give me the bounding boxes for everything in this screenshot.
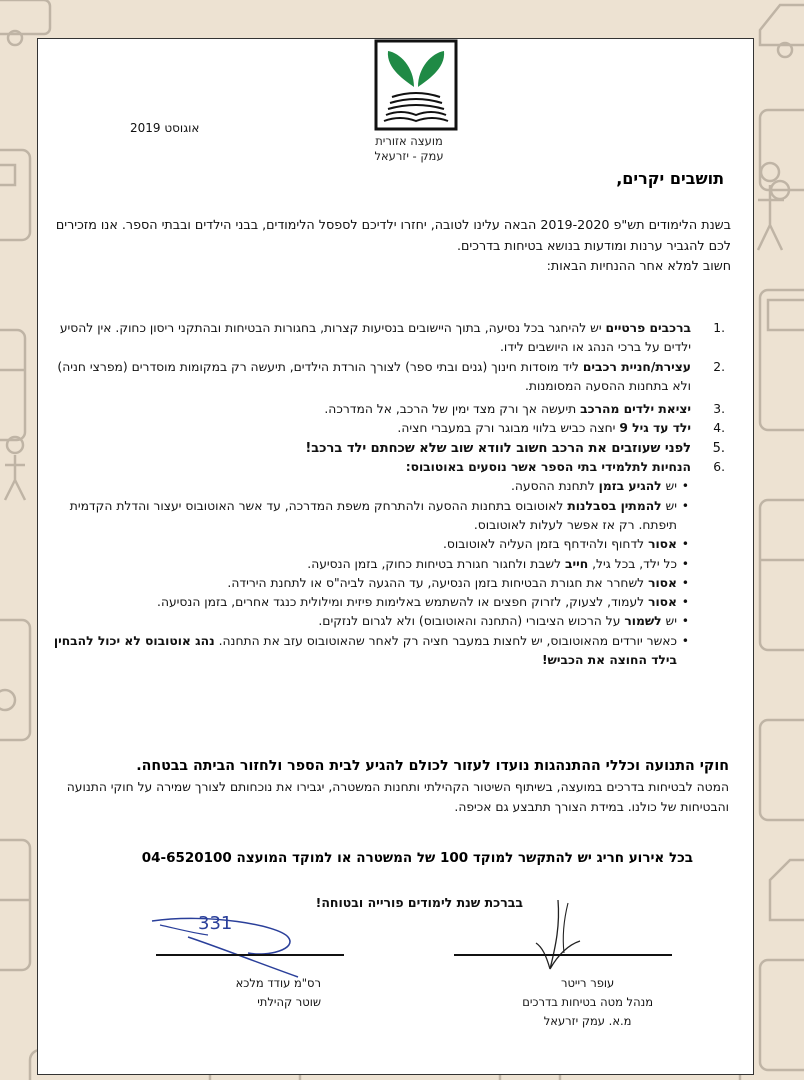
council-name-line1: מועצה אזורית (375, 134, 443, 148)
item-bold: ברכבים פרטיים (605, 321, 691, 335)
rule-bold: אסור (648, 575, 677, 590)
guidelines-list (45, 319, 735, 670)
emergency-notice: בכל אירוע חריג יש להתקשר למוקד 100 של המשטרה או למוקד המועצה 04-6520100 (141, 850, 693, 866)
rule-text: לאוטובוס בתחנות ההסעה ולהתרחק משפת המדרכה, עד אשר האוטובוס יעצור והדלת הקדמית תיפתח. רק אז אפשר לעלות לאוטובוס. (69, 498, 677, 532)
list-item (45, 400, 735, 419)
rule-text: כל ילד, בכל גיל, (588, 556, 677, 571)
bus-rule (45, 497, 735, 536)
list-item (45, 439, 735, 458)
rule-text: לתחנת ההסעה. (510, 479, 599, 494)
rule-bold: להגיע בזמן (598, 479, 662, 494)
bullet-icon: • (681, 479, 689, 494)
rule-bold: נהג אוטובוס לא יכול להבחין בילד החוצה את הכביש! (53, 633, 677, 668)
bus-rule (45, 477, 735, 496)
list-item (45, 419, 735, 438)
bullet-icon: • (681, 537, 689, 552)
item-text: ליד מוסדות חינוך (גנים ובתי ספר) לצורך הורדת הילדים, תיעשה רק במקומות מוסדרים (מפרצי חניה) ולא בתחנות ההסעה המסומנות. (57, 359, 691, 393)
item-bold: לפני שעוזבים את הרכב חשוב לוודא שוב שלא שכחתם ילד ברכב! (305, 440, 691, 456)
bus-rule (45, 555, 735, 574)
bus-rule (45, 535, 735, 554)
item-number: 1. (713, 321, 725, 335)
rule-text: לדחוף ולהידחף בזמן העליה לאוטובוס. (443, 537, 649, 552)
item-bold: עצירת/חניית רכבים (582, 359, 691, 374)
council-name (346, 134, 472, 164)
council-name-line2: עמק - יזרעאל (374, 149, 444, 163)
bus-rule (45, 612, 735, 631)
rule-text: יש (661, 498, 677, 513)
left-signature-scribble (148, 907, 318, 982)
letter-date: אוגוסט 2019 (130, 121, 200, 135)
left-signature-line (156, 954, 344, 956)
intro-paragraph (51, 215, 731, 277)
list-item (45, 319, 735, 358)
list-item (45, 458, 735, 477)
intro-text: בשנת הלימודים תש"פ 2019-2020 הבאה עלינו לטובה, יחזרו ילדיכם לספסל הלימודים, בבני הילדים ובבתי הספר. אנו מזכירים לכם להגביר ערנות ומודעות בנושא בטיחות בדרכים. (55, 217, 731, 253)
list-item (45, 358, 735, 397)
item-text: תיעשה אך ורק מצד ימין של הרכב, אל המדרכה. (324, 402, 581, 417)
item-bold: הנחיות לתלמידי בתי הספר אשר נוסעים באוטובוס: (405, 460, 691, 475)
laws-heading: חוקי התנועה וכללי ההתנהגות נועדו לעזור לכולם להגיע לבית הספר ולחזור הביתה בבטחה. (136, 758, 729, 774)
traffic-laws-section (43, 756, 729, 817)
rule-bold: אסור (648, 595, 677, 610)
closing-blessing: בברכת שנת לימודים פורייה ובטוחה! (315, 895, 523, 910)
bullet-icon: • (681, 595, 689, 610)
signature-number: 331 (198, 913, 233, 934)
left-signature-block (236, 974, 321, 1012)
rule-text: לעמוד, לצעוק, לזרוק חפצים או להשתמש באלימות פיזית ומילולית כנגד אחרים, בזמן הנסיעה. (157, 595, 649, 610)
rule-bold: להמתין בסבלנות (567, 498, 662, 513)
intro-instruction: חשוב למלא אחר ההנחיות הבאות: (546, 258, 731, 273)
right-signature-scribble (528, 895, 598, 975)
bullet-icon: • (681, 575, 689, 590)
signer-title: שוטר קהילתי (257, 995, 321, 1009)
rule-text: על הרכוש הציבורי (התחנה והאוטובוס) ולא לגרום לנזקים. (318, 614, 625, 629)
laws-body: המטה לבטיחות בדרכים במועצה, בשיתוף השיטור הקהילתי ותחנות המשטרה, יגבירו את נוכחותם לצורך שמירה על חוקי התנועה והבטיחות של כולנו. במידת הצורך תתבצע גם אכיפה. (66, 780, 729, 814)
bus-rule (45, 632, 735, 671)
item-number: 3. (713, 402, 725, 417)
signer-title: מנהל מטה בטיחות בדרכים (522, 995, 653, 1009)
right-signature-block (522, 974, 653, 1031)
rule-bold: חייב (564, 556, 589, 571)
item-number: 4. (713, 421, 725, 436)
bullet-icon: • (681, 556, 689, 571)
bullet-icon: • (681, 614, 689, 629)
item-bold: ילד עד גיל 9 (619, 421, 691, 436)
rule-text: יש (661, 614, 677, 629)
rule-text: כאשר יורדים מהאוטובוס, יש לחצות במעבר חציה רק לאחר שהאוטובוס עזב את התחנה. (214, 633, 677, 648)
rule-bold: לשמור (624, 614, 662, 629)
item-text: יש להיחגר בכל נסיעה, בתוך היישובים בנסיעות קצרות, בחגורות הבטיחות ובהתקני ריסון כחוק. אין להסיע ילדים על ברכי הנהג או היושבים לידו. (59, 321, 691, 355)
rule-bold: אסור (648, 537, 677, 552)
bus-rule (45, 593, 735, 612)
item-bold: יציאת ילדים מהרכב (580, 402, 691, 417)
item-number: 6. (713, 460, 725, 475)
rule-text: לשבת ולחגור חגורת בטיחות כחוק, בזמן הנסיעה. (307, 556, 565, 571)
greeting: תושבים יקרים, (616, 169, 724, 188)
bullet-icon: • (681, 633, 689, 648)
rule-text: יש (661, 479, 677, 494)
item-number: 2. (713, 359, 725, 374)
bus-rule (45, 574, 735, 593)
signer-name: רס"מ עודד מלכא (235, 976, 321, 990)
signer-org: מ.א. עמק יזרעאל (543, 1014, 632, 1028)
letter-page (37, 38, 754, 1075)
right-signature-line (454, 954, 672, 956)
item-number: 5. (712, 440, 725, 456)
item-text: יחצה כביש בלווי מבוגר ורק במעברי חציה. (397, 421, 620, 436)
rule-text: לשחרר את חגורת הבטיחות בזמן הנסיעה, עד ההגעה לביה"ס או לתחנת הירידה. (227, 575, 649, 590)
signer-name: עופר רייטר (560, 976, 615, 990)
bullet-icon: • (681, 498, 689, 513)
council-logo-icon (366, 39, 466, 134)
